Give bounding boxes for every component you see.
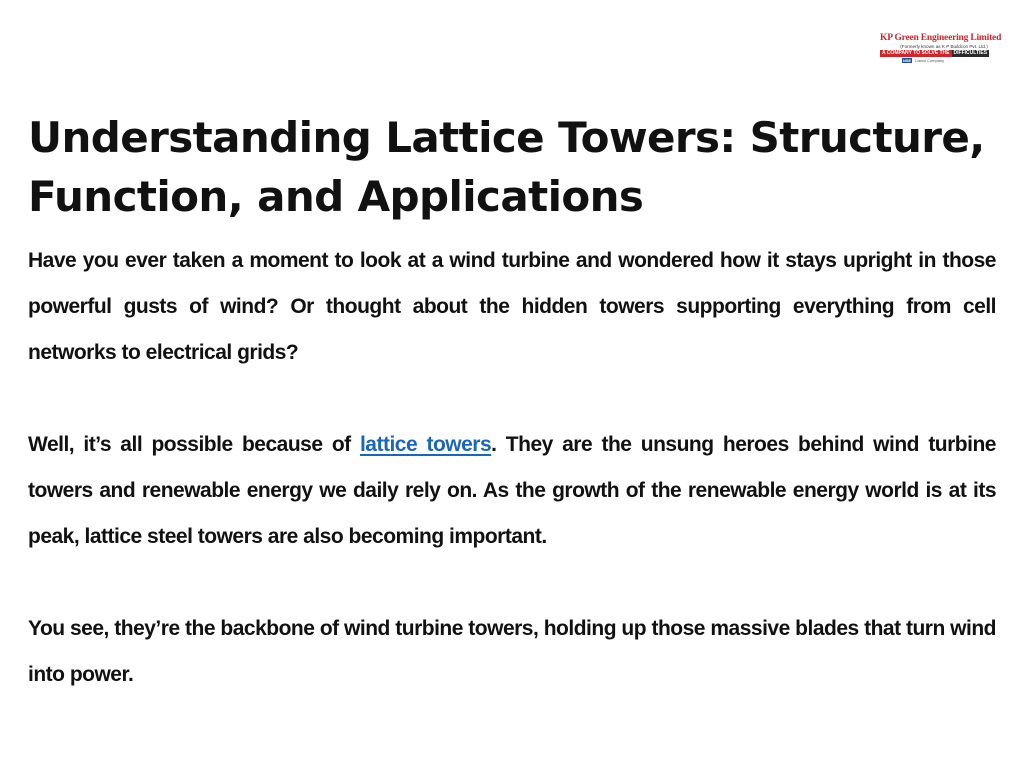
- logo-company-name: KP Green Engineering Limited: [880, 33, 1002, 43]
- paragraph-lattice-after-link: . They are the unsung heroes behind wind turbine towers and renewable energy we daily rely on. As the growth of the renewable energy world is at its peak, lattice steel towers are also becoming important.: [28, 433, 996, 548]
- paragraph-lattice-towers: [28, 422, 996, 560]
- paragraph-lattice-before-link: Well, it’s all possible because of: [28, 433, 360, 456]
- logo-listed: [902, 58, 1008, 63]
- paragraph-intro: Have you ever taken a moment to look at a wind turbine and wondered how it stays upright in those powerful gusts of wind? Or thought about the hidden towers supporting everything from cell networks to electrical grids?: [28, 249, 996, 364]
- company-logo: [880, 33, 1008, 65]
- logo-tagline-part1: A COMPANY TO SOLVE THE: [882, 50, 950, 56]
- article-body: [28, 238, 996, 698]
- paragraph-backbone: You see, they’re the backbone of wind turbine towers, holding up those massive blades that turn wind into power.: [28, 617, 996, 686]
- logo-tagline-part2: DIFFICULTIES: [953, 50, 988, 56]
- lattice-towers-link[interactable]: lattice towers: [359, 433, 492, 456]
- logo-tagline: [880, 50, 1008, 57]
- nse-badge: NSE: [903, 58, 912, 63]
- logo-formerly-text: (Formerly known as K P Buildcon Pvt. Ltd.): [900, 44, 988, 49]
- page-title: Understanding Lattice Towers: Structure, Function, and Applications: [28, 113, 985, 221]
- logo-listed-text: Listed Company: [915, 58, 945, 63]
